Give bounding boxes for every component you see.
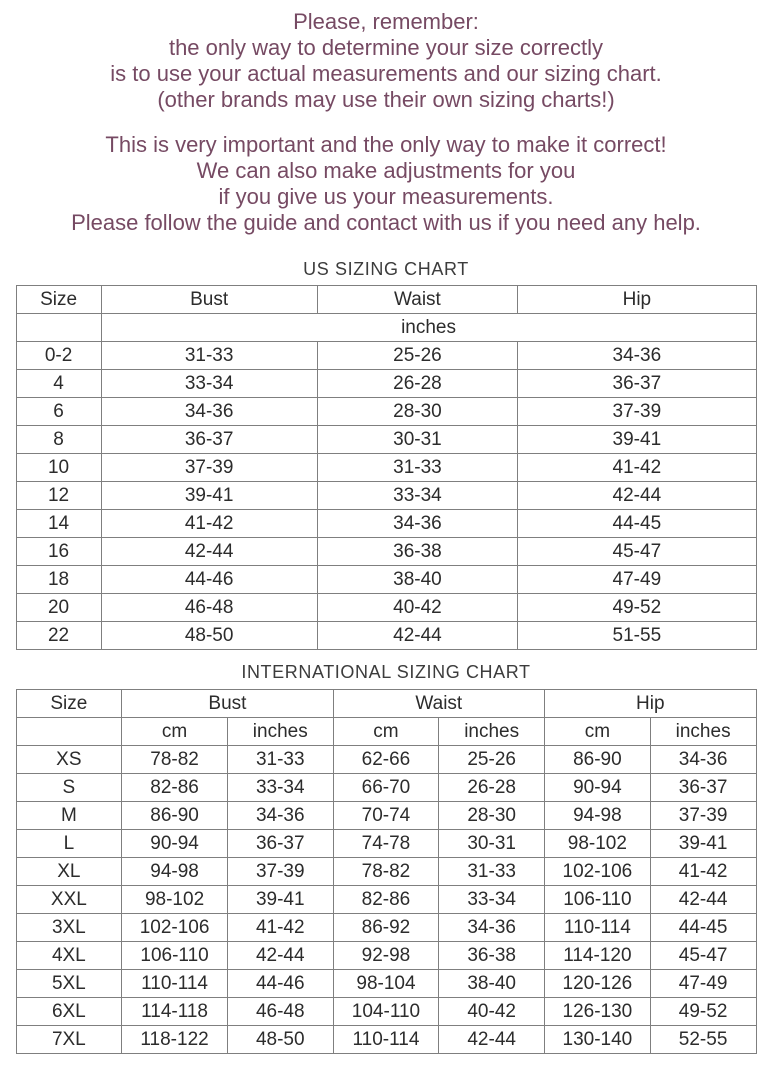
column-header-cell: Size — [16, 690, 122, 718]
table-cell: 130-140 — [545, 1026, 651, 1054]
table-cell: XS — [16, 746, 122, 774]
table-cell: 39-41 — [227, 886, 333, 914]
table-cell: 45-47 — [650, 942, 756, 970]
table-cell: inches — [101, 314, 756, 342]
table-cell: 114-118 — [122, 998, 228, 1026]
table-cell: 31-33 — [101, 342, 317, 370]
column-header-cell: Waist — [317, 286, 518, 314]
table-cell: 16 — [16, 538, 101, 566]
table-cell: inches — [439, 718, 545, 746]
table-cell: L — [16, 830, 122, 858]
table-cell: 44-45 — [518, 510, 756, 538]
table-cell: 34-36 — [317, 510, 518, 538]
table-cell: 51-55 — [518, 622, 756, 650]
table-row — [16, 858, 756, 886]
table-cell: 106-110 — [545, 886, 651, 914]
table-cell — [16, 718, 122, 746]
us-sizing-table — [16, 285, 757, 650]
table-row — [16, 538, 756, 566]
table-cell: 47-49 — [518, 566, 756, 594]
us-table-header — [16, 286, 756, 342]
table-cell: 49-52 — [518, 594, 756, 622]
table-row — [16, 886, 756, 914]
table-header-row — [16, 690, 756, 718]
table-cell: 44-46 — [101, 566, 317, 594]
table-cell: 118-122 — [122, 1026, 228, 1054]
table-cell: 70-74 — [333, 802, 439, 830]
table-row — [16, 802, 756, 830]
table-row — [16, 746, 756, 774]
intro-line: (other brands may use their own sizing charts!) — [157, 87, 615, 112]
table-cell: 44-45 — [650, 914, 756, 942]
table-cell: 46-48 — [227, 998, 333, 1026]
table-cell: 52-55 — [650, 1026, 756, 1054]
table-cell: 26-28 — [317, 370, 518, 398]
column-header-cell: Waist — [333, 690, 544, 718]
table-cell: 41-42 — [227, 914, 333, 942]
table-cell: 25-26 — [439, 746, 545, 774]
table-cell: 42-44 — [317, 622, 518, 650]
table-cell: 7XL — [16, 1026, 122, 1054]
table-cell: 14 — [16, 510, 101, 538]
table-row — [16, 398, 756, 426]
table-cell: 22 — [16, 622, 101, 650]
international-table-body — [16, 746, 756, 1054]
table-cell: 37-39 — [518, 398, 756, 426]
table-cell: M — [16, 802, 122, 830]
table-cell: cm — [333, 718, 439, 746]
intro-line: We can also make adjustments for you — [196, 158, 576, 183]
table-cell: 110-114 — [122, 970, 228, 998]
table-cell: 44-46 — [227, 970, 333, 998]
table-row — [16, 998, 756, 1026]
table-cell: 106-110 — [122, 942, 228, 970]
table-cell: 42-44 — [518, 482, 756, 510]
table-row — [16, 482, 756, 510]
intro-line: the only way to determine your size correctly — [168, 35, 604, 60]
table-cell: 86-90 — [122, 802, 228, 830]
table-row — [16, 622, 756, 650]
table-cell: 47-49 — [650, 970, 756, 998]
table-row — [16, 370, 756, 398]
table-cell: 31-33 — [439, 858, 545, 886]
table-row — [16, 510, 756, 538]
table-cell: 34-36 — [227, 802, 333, 830]
table-unit-row — [16, 718, 756, 746]
table-row — [16, 566, 756, 594]
table-row — [16, 454, 756, 482]
table-cell: 98-102 — [122, 886, 228, 914]
table-cell: 12 — [16, 482, 101, 510]
table-cell: 5XL — [16, 970, 122, 998]
table-cell: 36-37 — [227, 830, 333, 858]
table-cell: 34-36 — [101, 398, 317, 426]
us-sizing-chart-title: US SIZING CHART — [303, 259, 469, 279]
table-cell: 33-34 — [227, 774, 333, 802]
table-cell: 110-114 — [333, 1026, 439, 1054]
table-cell: 34-36 — [439, 914, 545, 942]
table-cell: 36-38 — [439, 942, 545, 970]
table-cell: 18 — [16, 566, 101, 594]
table-cell: 28-30 — [317, 398, 518, 426]
table-cell: 104-110 — [333, 998, 439, 1026]
table-cell: 20 — [16, 594, 101, 622]
table-cell: 94-98 — [122, 858, 228, 886]
table-cell: 4XL — [16, 942, 122, 970]
intro-paragraph-1 — [0, 9, 772, 113]
table-cell — [16, 314, 101, 342]
table-cell: 92-98 — [333, 942, 439, 970]
table-cell: 0-2 — [16, 342, 101, 370]
column-header-cell: Hip — [518, 286, 756, 314]
table-cell: 40-42 — [317, 594, 518, 622]
table-row — [16, 426, 756, 454]
table-cell: 82-86 — [333, 886, 439, 914]
table-cell: 82-86 — [122, 774, 228, 802]
table-cell: 48-50 — [101, 622, 317, 650]
table-cell: 36-37 — [101, 426, 317, 454]
table-cell: 42-44 — [227, 942, 333, 970]
intro-paragraph-2 — [0, 132, 772, 236]
table-row — [16, 970, 756, 998]
table-row — [16, 594, 756, 622]
table-cell: 10 — [16, 454, 101, 482]
table-cell: 26-28 — [439, 774, 545, 802]
table-cell: 74-78 — [333, 830, 439, 858]
intro-text — [0, 0, 772, 236]
table-row — [16, 942, 756, 970]
table-cell: 102-106 — [122, 914, 228, 942]
column-header-cell: Bust — [101, 286, 317, 314]
table-cell: cm — [122, 718, 228, 746]
table-cell: 4 — [16, 370, 101, 398]
table-cell: 78-82 — [122, 746, 228, 774]
table-cell: 78-82 — [333, 858, 439, 886]
table-cell: 42-44 — [101, 538, 317, 566]
table-cell: 33-34 — [317, 482, 518, 510]
intro-line: Please follow the guide and contact with us if you need any help. — [71, 210, 701, 235]
table-cell: 94-98 — [545, 802, 651, 830]
table-cell: 42-44 — [650, 886, 756, 914]
column-header-cell: Bust — [122, 690, 333, 718]
table-cell: 37-39 — [650, 802, 756, 830]
table-cell: cm — [545, 718, 651, 746]
table-cell: 45-47 — [518, 538, 756, 566]
table-cell: 114-120 — [545, 942, 651, 970]
table-cell: 39-41 — [650, 830, 756, 858]
table-row — [16, 342, 756, 370]
table-cell: 39-41 — [101, 482, 317, 510]
table-cell: 42-44 — [439, 1026, 545, 1054]
column-header-cell: Hip — [545, 690, 756, 718]
table-cell: inches — [650, 718, 756, 746]
table-cell: 31-33 — [227, 746, 333, 774]
table-row — [16, 830, 756, 858]
intro-line: is to use your actual measurements and our sizing chart. — [110, 61, 662, 86]
intro-line: if you give us your measurements. — [218, 184, 554, 209]
table-cell: 86-92 — [333, 914, 439, 942]
table-cell: 6XL — [16, 998, 122, 1026]
table-cell: 120-126 — [545, 970, 651, 998]
table-cell: 25-26 — [317, 342, 518, 370]
table-cell: 41-42 — [518, 454, 756, 482]
us-table-body — [16, 342, 756, 650]
table-cell: 31-33 — [317, 454, 518, 482]
column-header-cell: Size — [16, 286, 101, 314]
table-cell: XL — [16, 858, 122, 886]
table-cell: XXL — [16, 886, 122, 914]
table-cell: 49-52 — [650, 998, 756, 1026]
table-cell: 36-37 — [518, 370, 756, 398]
international-table-header — [16, 690, 756, 746]
table-cell: 38-40 — [317, 566, 518, 594]
intro-line: This is very important and the only way to make it correct! — [105, 132, 667, 157]
table-cell: 34-36 — [518, 342, 756, 370]
table-cell: 98-102 — [545, 830, 651, 858]
table-row — [16, 914, 756, 942]
international-sizing-chart-title: INTERNATIONAL SIZING CHART — [241, 662, 531, 682]
table-cell: 110-114 — [545, 914, 651, 942]
table-cell: 46-48 — [101, 594, 317, 622]
table-cell: 38-40 — [439, 970, 545, 998]
table-cell: 48-50 — [227, 1026, 333, 1054]
table-cell: 30-31 — [317, 426, 518, 454]
table-cell: S — [16, 774, 122, 802]
table-cell: 41-42 — [650, 858, 756, 886]
table-unit-row — [16, 314, 756, 342]
table-cell: 62-66 — [333, 746, 439, 774]
table-cell: 102-106 — [545, 858, 651, 886]
table-cell: inches — [227, 718, 333, 746]
table-cell: 66-70 — [333, 774, 439, 802]
table-cell: 6 — [16, 398, 101, 426]
table-cell: 86-90 — [545, 746, 651, 774]
table-cell: 30-31 — [439, 830, 545, 858]
table-cell: 3XL — [16, 914, 122, 942]
table-cell: 37-39 — [101, 454, 317, 482]
table-cell: 28-30 — [439, 802, 545, 830]
table-cell: 41-42 — [101, 510, 317, 538]
intro-line: Please, remember: — [293, 9, 479, 34]
international-sizing-table — [16, 689, 757, 1054]
table-cell: 126-130 — [545, 998, 651, 1026]
table-cell: 8 — [16, 426, 101, 454]
table-cell: 33-34 — [439, 886, 545, 914]
table-row — [16, 774, 756, 802]
table-row — [16, 1026, 756, 1054]
table-cell: 39-41 — [518, 426, 756, 454]
table-cell: 33-34 — [101, 370, 317, 398]
table-cell: 98-104 — [333, 970, 439, 998]
table-cell: 37-39 — [227, 858, 333, 886]
table-cell: 90-94 — [545, 774, 651, 802]
table-header-row — [16, 286, 756, 314]
table-cell: 36-37 — [650, 774, 756, 802]
table-cell: 34-36 — [650, 746, 756, 774]
table-cell: 90-94 — [122, 830, 228, 858]
table-cell: 36-38 — [317, 538, 518, 566]
table-cell: 40-42 — [439, 998, 545, 1026]
